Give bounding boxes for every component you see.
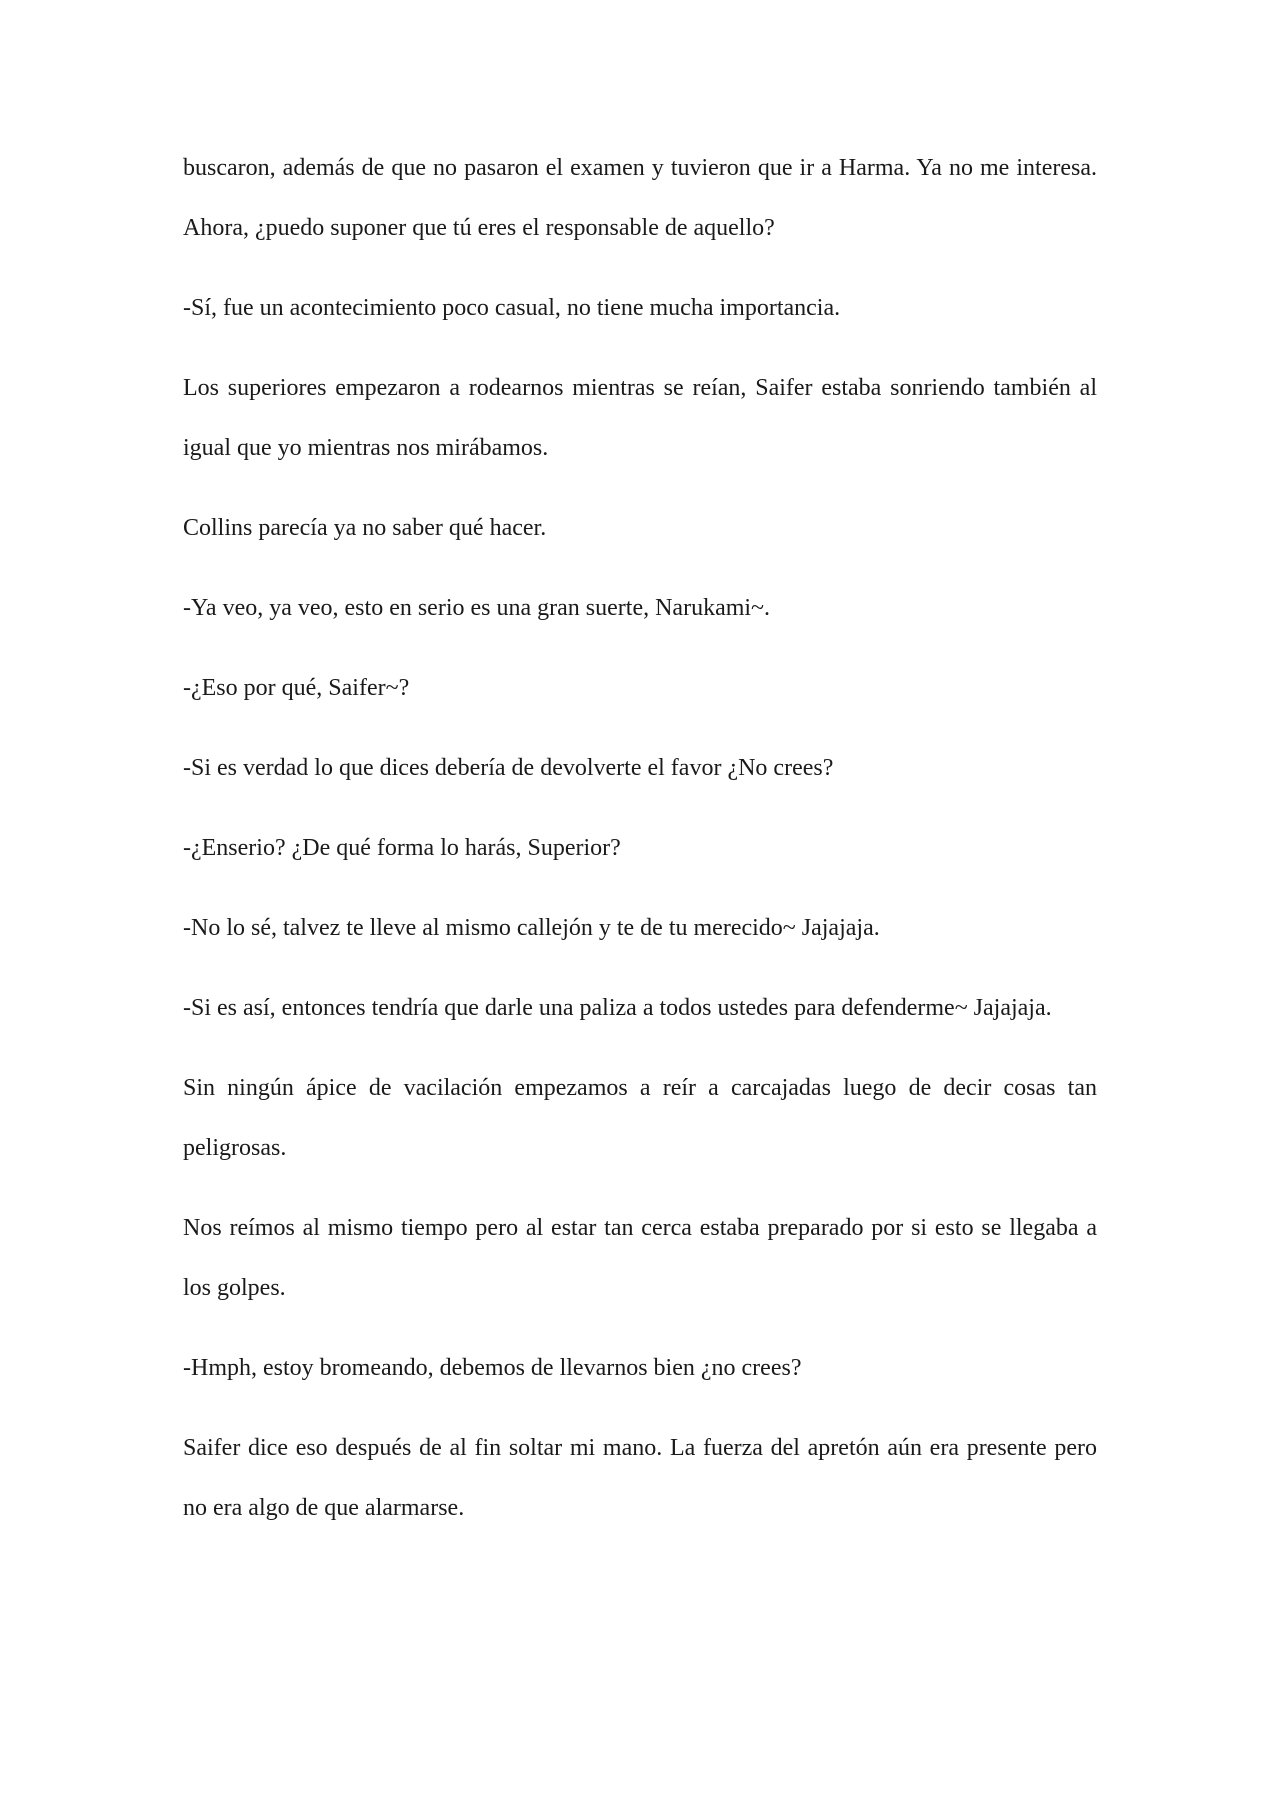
paragraph: -Ya veo, ya veo, esto en serio es una gran suerte, Narukami~.	[183, 595, 771, 621]
paragraph: Nos reímos al mismo tiempo pero al estar tan cerca estaba preparado por si esto se llegaba a los golpes.	[183, 1215, 1097, 1301]
paragraph: Sin ningún ápice de vacilación empezamos a reír a carcajadas luego de decir cosas tan peligrosas.	[183, 1075, 1097, 1161]
paragraph: Saifer dice eso después de al fin soltar mi mano. La fuerza del apretón aún era presente pero no era algo de que alarmarse.	[183, 1435, 1097, 1521]
paragraph: buscaron, además de que no pasaron el examen y tuvieron que ir a Harma. Ya no me interesa. Ahora, ¿puedo suponer que tú eres el responsable de aquello?	[183, 155, 1097, 241]
paragraph: Los superiores empezaron a rodearnos mientras se reían, Saifer estaba sonriendo también al igual que yo mientras nos mirábamos.	[183, 375, 1097, 461]
paragraph: -Sí, fue un acontecimiento poco casual, no tiene mucha importancia.	[183, 295, 841, 321]
paragraph: -Hmph, estoy bromeando, debemos de llevarnos bien ¿no crees?	[183, 1355, 802, 1381]
paragraph: -Si es así, entonces tendría que darle una paliza a todos ustedes para defenderme~ Jajajaja.	[183, 995, 1052, 1021]
paragraph: -¿Enserio? ¿De qué forma lo harás, Superior?	[183, 835, 621, 861]
paragraph: -¿Eso por qué, Saifer~?	[183, 675, 410, 701]
paragraph: -Si es verdad lo que dices debería de devolverte el favor ¿No crees?	[183, 755, 834, 781]
text-body	[183, 138, 1097, 1558]
paragraph: Collins parecía ya no saber qué hacer.	[183, 515, 547, 541]
paragraph: -No lo sé, talvez te lleve al mismo callejón y te de tu merecido~ Jajajaja.	[183, 915, 880, 941]
